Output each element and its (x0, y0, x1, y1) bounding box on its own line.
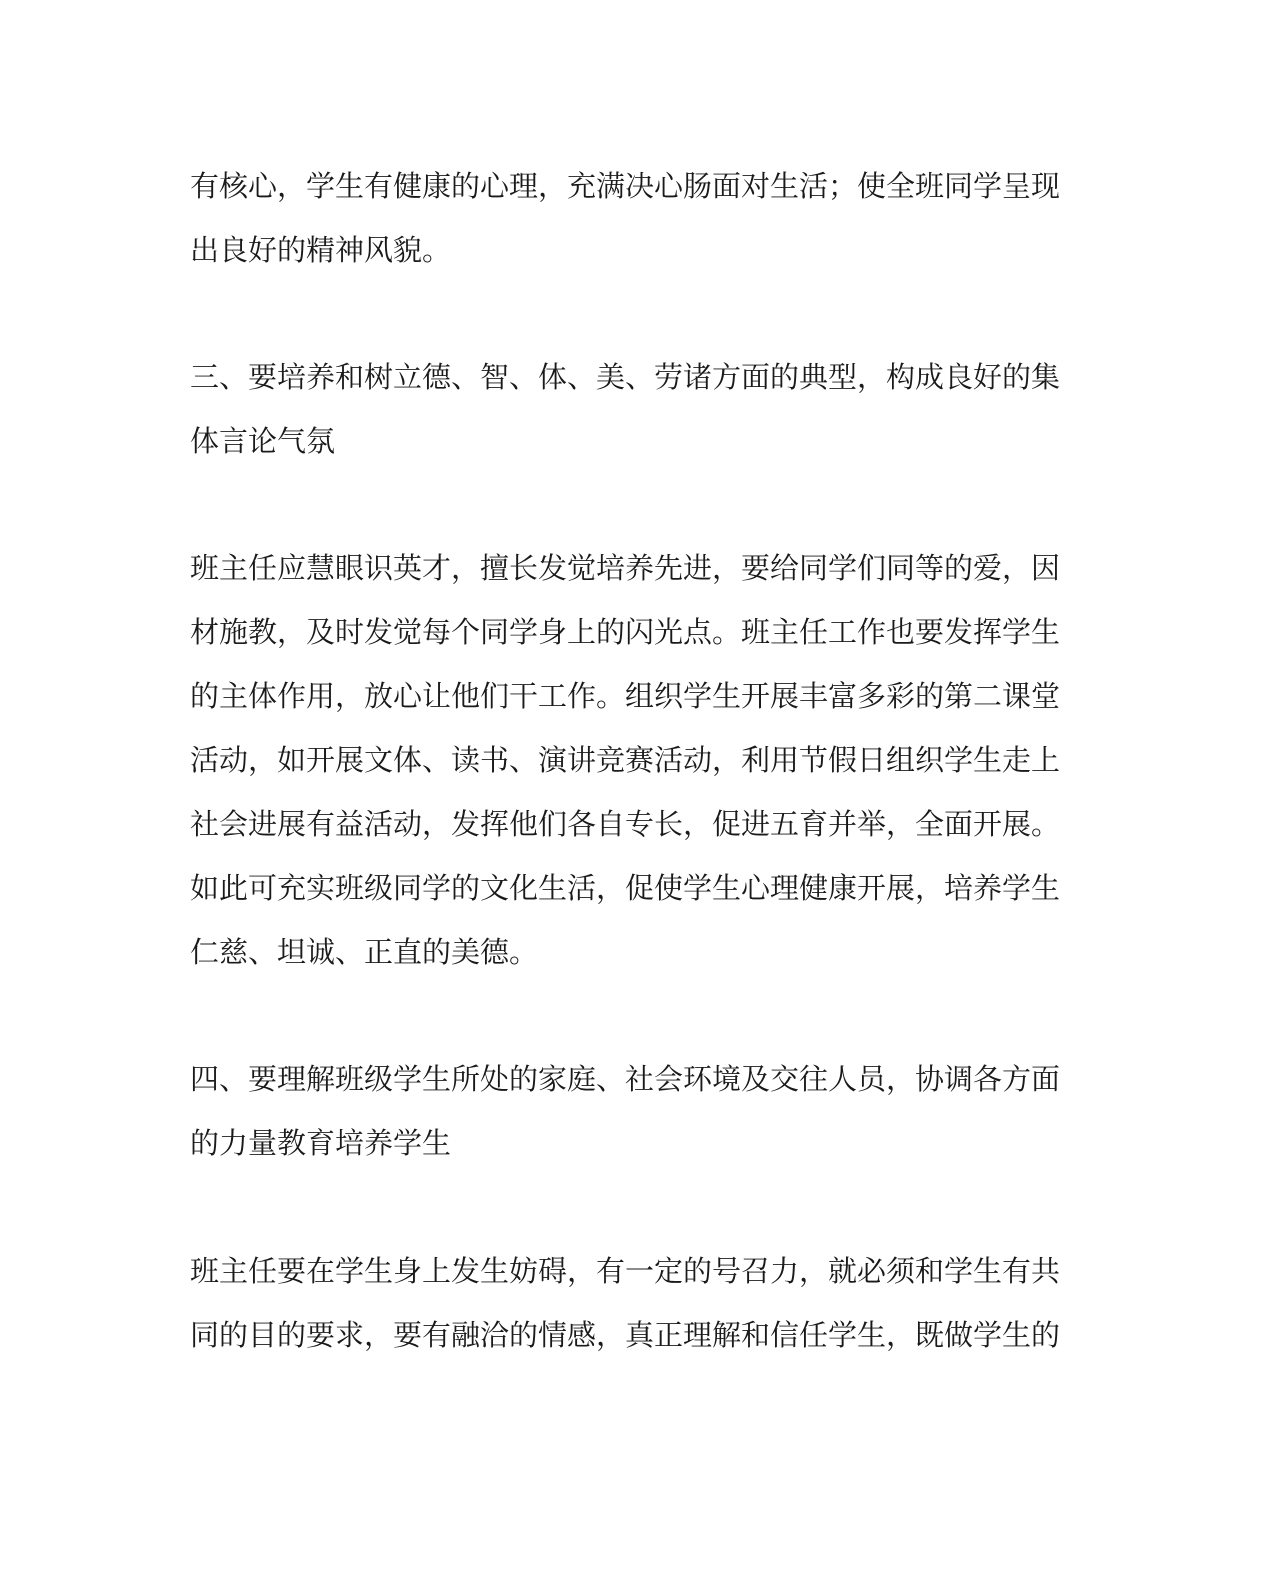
paragraph-line: 仁慈、坦诚、正直的美德。 (190, 935, 539, 969)
paragraph-line: 活动，如开展文体、读书、演讲竞赛活动，利用节假日组织学生走上 (190, 743, 1060, 777)
paragraph-line: 有核心，学生有健康的心理，充满决心肠面对生活；使全班同学呈现 (190, 169, 1060, 203)
paragraph-line: 出良好的精神风貌。 (190, 233, 452, 267)
paragraph-line: 班主任应慧眼识英才，擅长发觉培养先进，要给同学们同等的爱，因 (190, 551, 1060, 585)
section-heading-line: 的力量教育培养学生 (190, 1126, 452, 1160)
paragraph-line: 如此可充实班级同学的文化生活，促使学生心理健康开展，培养学生 (190, 871, 1060, 905)
paragraph-line: 的主体作用，放心让他们干工作。组织学生开展丰富多彩的第二课堂 (190, 679, 1060, 713)
section-heading-line: 体言论气氛 (190, 424, 336, 458)
paragraph-line: 社会进展有益活动，发挥他们各自专长，促进五育并举，全面开展。 (190, 807, 1060, 841)
section-heading-line: 四、要理解班级学生所处的家庭、社会环境及交往人员，协调各方面 (190, 1062, 1060, 1096)
paragraph-line: 班主任要在学生身上发生妨碍，有一定的号召力，就必须和学生有共 (190, 1254, 1060, 1288)
section-heading-line: 三、要培养和树立德、智、体、美、劳诸方面的典型，构成良好的集 (190, 360, 1060, 394)
paragraph-line: 材施教，及时发觉每个同学身上的闪光点。班主任工作也要发挥学生 (190, 615, 1060, 649)
paragraph-line: 同的目的要求，要有融洽的情感，真正理解和信任学生，既做学生的 (190, 1318, 1060, 1352)
